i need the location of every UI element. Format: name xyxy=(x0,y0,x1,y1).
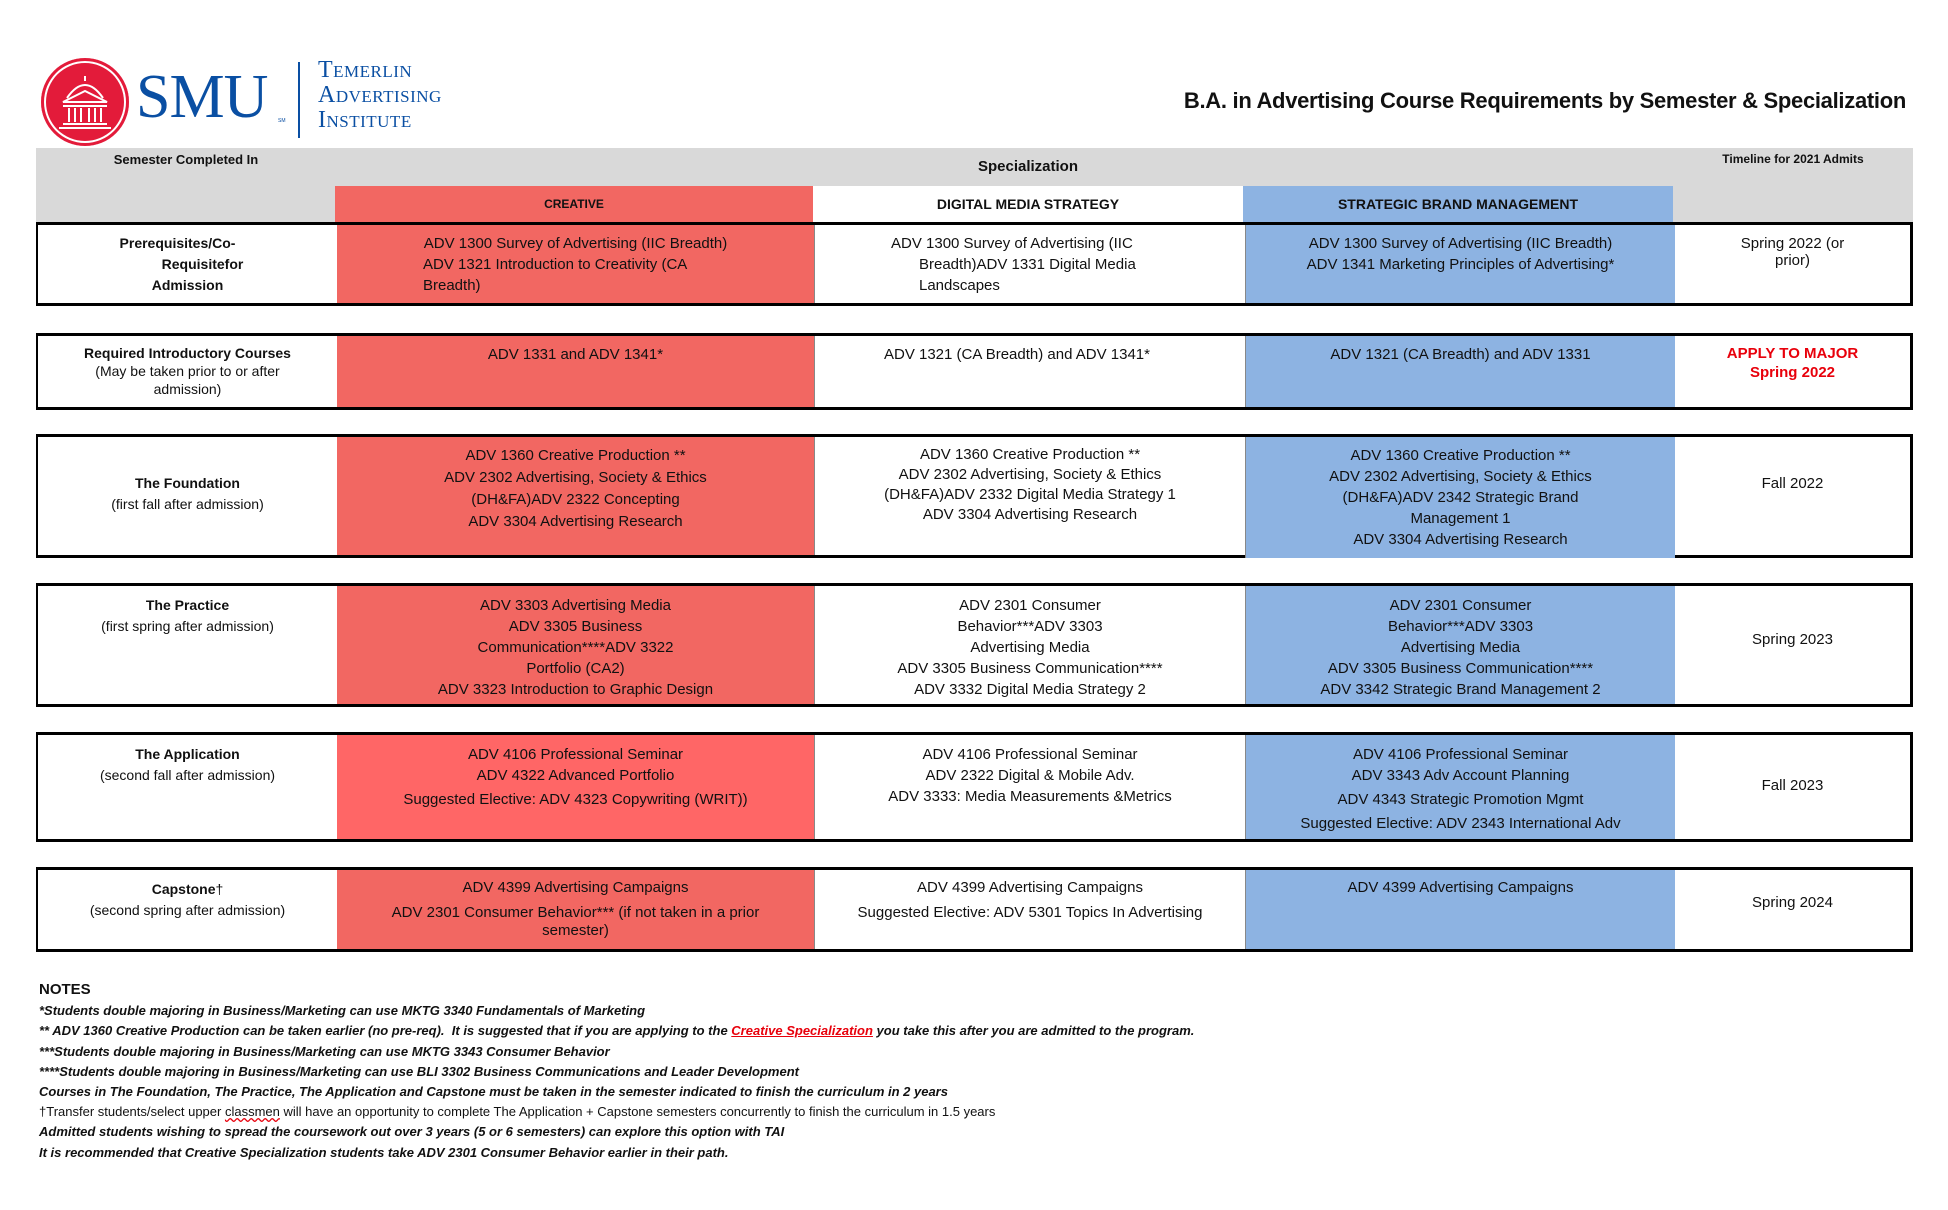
specialization-digital-media-strategy: DIGITAL MEDIA STRATEGY xyxy=(813,186,1243,222)
course-line: ADV 4322 Advanced Portfolio xyxy=(476,767,675,784)
note-item: It is recommended that Creative Specialization students take ADV 2301 Consumer Behavior earlier in their path. xyxy=(39,1144,729,1160)
course-line: ADV 1300 Survey of Advertising (IIC Breadth) xyxy=(423,235,728,252)
smu-wordmark: SMU xyxy=(136,63,268,131)
creative-cell xyxy=(337,225,815,303)
course-line: Suggested Elective: ADV 4323 Copywriting (WRIT)) xyxy=(403,791,748,808)
semester-cell xyxy=(38,870,337,949)
strategic-cell xyxy=(1245,870,1675,949)
timeline-cell xyxy=(1675,870,1910,949)
semester-subtitle: (May be taken prior to or after xyxy=(95,363,280,379)
timeline-text: Spring 2024 xyxy=(1752,894,1833,911)
institute-line: Advertising xyxy=(318,82,442,108)
institute-line: Institute xyxy=(318,107,412,133)
course-line: Advertising Media xyxy=(1400,639,1521,656)
spellcheck-flagged-word: classmen xyxy=(224,1104,280,1120)
semester-title: Required Introductory Courses xyxy=(84,345,291,361)
semester-subtitle: (first spring after admission) xyxy=(101,618,274,634)
course-line: ADV 4106 Professional Seminar xyxy=(1352,746,1569,763)
course-line: ADV 4399 Advertising Campaigns xyxy=(462,879,689,896)
semester-title-wrap xyxy=(38,879,337,900)
timeline-text: Spring 2022 (or xyxy=(1740,235,1845,252)
course-line: ADV 3305 Business Communication**** xyxy=(1327,660,1594,677)
course-line: (DH&FA)ADV 2342 Strategic Brand xyxy=(1342,489,1579,506)
course-line: Breadth) xyxy=(423,277,481,294)
semester-cell xyxy=(38,735,337,839)
course-line: ADV 4106 Professional Seminar xyxy=(467,746,684,763)
table-row-prerequisites xyxy=(36,222,1913,306)
course-line: Suggested Elective: ADV 5301 Topics In Advertising xyxy=(857,904,1203,921)
header-semester: Semester Completed In xyxy=(113,152,259,167)
course-line: (DH&FA)ADV 2332 Digital Media Strategy 1 xyxy=(884,486,1176,503)
timeline-cell xyxy=(1675,225,1910,303)
note-item: *Students double majoring in Business/Marketing can use MKTG 3340 Fundamentals of Marketing xyxy=(39,1003,646,1019)
semester-cell xyxy=(38,437,337,555)
semester-title: Prerequisites/Co- xyxy=(119,235,236,251)
course-line: ADV 3305 Business xyxy=(508,618,643,635)
apply-to-major-text: APPLY TO MAJOR xyxy=(1726,345,1859,362)
table-row-practice xyxy=(36,583,1913,707)
semester-subtitle: admission) xyxy=(153,381,222,397)
creative-specialization-link[interactable]: Creative Specialization xyxy=(731,1023,873,1039)
course-line: ADV 2301 Consumer xyxy=(1389,597,1532,614)
institute-line: Temerlin xyxy=(318,57,413,83)
course-line: Suggested Elective: ADV 2343 International Adv xyxy=(1300,815,1621,832)
strategic-cell xyxy=(1245,586,1675,704)
creative-cell xyxy=(337,336,815,407)
course-line: Behavior***ADV 3303 xyxy=(957,618,1103,635)
notes-section xyxy=(39,980,1194,1163)
smu-seal-logo xyxy=(41,58,129,146)
timeline-cell xyxy=(1675,437,1910,555)
timeline-text: prior) xyxy=(1774,252,1810,269)
course-line: ADV 4399 Advertising Campaigns xyxy=(1347,879,1574,896)
course-line: ADV 3304 Advertising Research xyxy=(468,513,683,530)
course-line: ADV 3343 Adv Account Planning xyxy=(1351,767,1570,784)
note-text: ** ADV 1360 Creative Production can be taken earlier (no pre-req). It is suggested that if you are applying to the xyxy=(39,1023,732,1039)
course-line: ADV 1300 Survey of Advertising (IIC xyxy=(891,235,1133,252)
table-row-required-introductory xyxy=(36,333,1913,410)
course-line: Portfolio (CA2) xyxy=(526,660,625,677)
creative-cell xyxy=(337,870,815,949)
institute-name xyxy=(318,58,442,133)
course-line: Communication****ADV 3322 xyxy=(477,639,674,656)
semester-subtitle: (second fall after admission) xyxy=(99,767,276,783)
note-text: you take this after you are admitted to the program. xyxy=(872,1023,1195,1039)
digital-cell xyxy=(815,225,1245,303)
course-line: ADV 1360 Creative Production ** xyxy=(465,447,686,464)
strategic-cell xyxy=(1245,735,1675,839)
course-line: ADV 3303 Advertising Media xyxy=(480,597,671,614)
note-item: ***Students double majoring in Business/Marketing can use MKTG 3343 Consumer Behavior xyxy=(39,1043,610,1059)
course-line: Breadth)ADV 1331 Digital Media xyxy=(919,256,1136,273)
semester-cell xyxy=(38,225,337,303)
apply-to-major-date: Spring 2022 xyxy=(1749,364,1836,381)
semester-cell xyxy=(38,336,337,407)
course-line: ADV 3304 Advertising Research xyxy=(1353,531,1568,548)
semester-title: The Application xyxy=(135,746,240,762)
course-line: Behavior***ADV 3303 xyxy=(1387,618,1534,635)
course-line: ADV 1331 and ADV 1341* xyxy=(487,346,664,363)
course-line: ADV 3342 Strategic Brand Management 2 xyxy=(1320,681,1601,698)
course-line: ADV 1300 Survey of Advertising (IIC Breadth) xyxy=(1308,235,1613,252)
table-row-foundation xyxy=(36,434,1913,558)
header-timeline: Timeline for 2021 Admits xyxy=(1722,152,1864,166)
semester-title: Capstone xyxy=(151,881,216,897)
semester-title: Admission xyxy=(151,277,224,293)
course-line: ADV 3333: Media Measurements &Metrics xyxy=(888,788,1172,805)
semester-title: Requisitefor xyxy=(161,256,244,272)
course-line: ADV 3304 Advertising Research xyxy=(922,506,1138,523)
course-line: (DH&FA)ADV 2322 Concepting xyxy=(471,491,680,508)
notes-heading: NOTES xyxy=(39,981,91,998)
logo-divider xyxy=(298,62,300,138)
note-item xyxy=(39,1102,1194,1122)
semester-subtitle: (first fall after admission) xyxy=(111,496,264,512)
course-line: ADV 1321 (CA Breadth) and ADV 1341* xyxy=(883,346,1150,363)
specialization-strategic-brand-management: STRATEGIC BRAND MANAGEMENT xyxy=(1243,186,1673,222)
strategic-cell xyxy=(1245,437,1675,558)
header-specialization: Specialization xyxy=(977,158,1079,175)
semester-title: The Practice xyxy=(145,597,230,613)
digital-cell xyxy=(815,437,1245,555)
course-line: Landscapes xyxy=(919,277,1000,294)
digital-cell xyxy=(815,735,1245,839)
course-line: ADV 2322 Digital & Mobile Adv. xyxy=(925,767,1135,784)
strategic-cell xyxy=(1245,225,1675,303)
note-text: will have an opportunity to complete The Application + Capstone semesters concurrently to finish the curriculum in 1.5 years xyxy=(279,1104,996,1120)
building-icon xyxy=(41,58,129,146)
semester-title: The Foundation xyxy=(135,475,240,491)
course-line: ADV 3332 Digital Media Strategy 2 xyxy=(914,681,1146,698)
document-title: B.A. in Advertising Course Requirements by Semester & Specialization xyxy=(1183,88,1906,113)
creative-cell xyxy=(337,735,815,839)
course-line: ADV 1321 Introduction to Creativity (CA xyxy=(423,256,688,273)
course-line: ADV 2302 Advertising, Society & Ethics xyxy=(1329,468,1592,485)
course-line: ADV 1321 (CA Breadth) and ADV 1331 xyxy=(1330,346,1591,363)
strategic-cell xyxy=(1245,336,1675,407)
trademark-mark: SM xyxy=(278,118,286,124)
semester-subtitle: (second spring after admission) xyxy=(89,902,286,918)
course-line: ADV 4106 Professional Seminar xyxy=(922,746,1138,763)
course-line: Advertising Media xyxy=(970,639,1090,656)
timeline-cell xyxy=(1675,735,1910,839)
timeline-cell xyxy=(1675,336,1910,407)
timeline-text: Spring 2023 xyxy=(1752,631,1833,648)
timeline-cell xyxy=(1675,586,1910,704)
course-line: ADV 4399 Advertising Campaigns xyxy=(917,879,1143,896)
semester-cell xyxy=(38,586,337,704)
course-line: ADV 2301 Consumer Behavior*** (if not taken in a prior xyxy=(391,904,760,921)
course-line: ADV 2302 Advertising, Society & Ethics xyxy=(444,469,707,486)
digital-cell xyxy=(815,870,1245,949)
note-item xyxy=(39,1021,1194,1041)
specialization-creative: CREATIVE xyxy=(335,186,813,222)
course-line: ADV 1341 Marketing Principles of Advertising* xyxy=(1306,256,1615,273)
timeline-text: Fall 2023 xyxy=(1761,777,1824,794)
creative-cell xyxy=(337,586,815,704)
course-line: ADV 2302 Advertising, Society & Ethics xyxy=(898,466,1162,483)
note-text: †Transfer students/select upper xyxy=(39,1104,225,1120)
creative-cell xyxy=(337,437,815,555)
course-line: ADV 1360 Creative Production ** xyxy=(919,446,1141,463)
course-line: semester) xyxy=(542,922,609,939)
note-item: Admitted students wishing to spread the coursework out over 3 years (5 or 6 semesters) can explore this option with TAI xyxy=(39,1124,785,1140)
digital-cell xyxy=(815,336,1245,407)
table-row-application xyxy=(36,732,1913,842)
dagger-mark: † xyxy=(215,881,224,897)
course-line: ADV 3305 Business Communication**** xyxy=(897,660,1163,677)
note-item: ****Students double majoring in Business/Marketing can use BLI 3302 Business Communications and Leader Development xyxy=(39,1063,799,1079)
table-row-capstone xyxy=(36,867,1913,952)
course-line: Management 1 xyxy=(1410,510,1511,527)
course-line: ADV 1360 Creative Production ** xyxy=(1350,447,1571,464)
course-line: ADV 3323 Introduction to Graphic Design xyxy=(437,681,714,698)
digital-cell xyxy=(815,586,1245,704)
course-line: ADV 4343 Strategic Promotion Mgmt xyxy=(1337,791,1584,808)
note-item: Courses in The Foundation, The Practice, The Application and Capstone must be taken in the semester indicated to finish the curriculum in 2 years xyxy=(39,1084,948,1100)
course-line: ADV 2301 Consumer xyxy=(959,597,1101,614)
timeline-text: Fall 2022 xyxy=(1761,475,1824,492)
